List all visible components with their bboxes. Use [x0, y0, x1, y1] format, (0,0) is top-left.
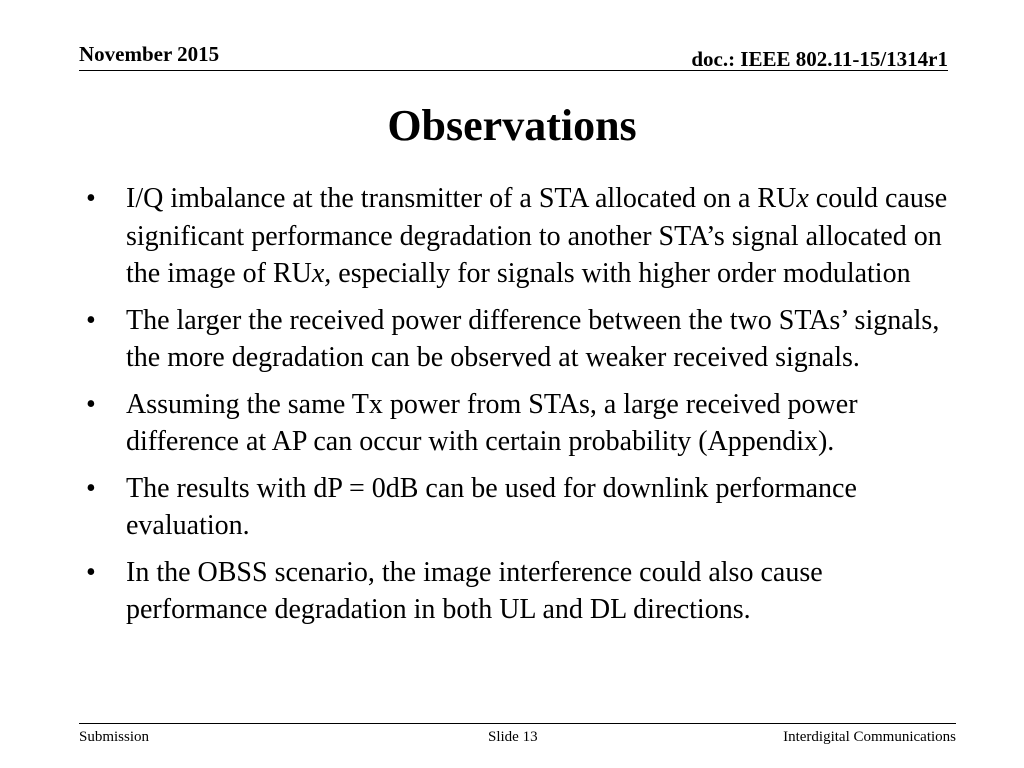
bullet-1-text-c: especially for signals with higher order modulation: [331, 258, 911, 289]
bullet-1-italic-x: x: [796, 183, 809, 214]
slide-title: Observations: [387, 101, 637, 150]
footer-divider: [79, 723, 956, 724]
bullet-item-2: • The larger the received power difference between the two STAs’ signals, the more degradation can be observed at weaker received signals.: [86, 302, 966, 377]
footer-slide-number: Slide 13: [488, 729, 538, 745]
bullet-1-text-b: could cause significant performance degradation to another STA’s signal allocated on the image of RU: [126, 183, 948, 289]
bullet-list: [86, 180, 966, 638]
bullet-1-italic-x-comma: x,: [311, 258, 332, 289]
bullet-item-3: • Assuming the same Tx power from STAs, a large received power difference at AP can occur with certain probability (Appendix).: [86, 386, 966, 461]
header-divider: [79, 70, 948, 71]
header-date: November 2015: [79, 42, 220, 66]
bullet-item-1: [86, 180, 966, 293]
header-doc-id: doc.: IEEE 802.11-15/1314r1: [691, 47, 948, 71]
bullet-item-4: • The results with dP = 0dB can be used for downlink performance evaluation.: [86, 470, 966, 545]
footer-organization: Interdigital Communications: [783, 729, 956, 745]
bullet-item-5: • In the OBSS scenario, the image interference could also cause performance degradation in both UL and DL directions.: [86, 554, 966, 629]
footer-submission: Submission: [79, 729, 150, 745]
bullet-1-text-a: I/Q imbalance at the transmitter of a STA allocated on a RU: [126, 183, 797, 214]
